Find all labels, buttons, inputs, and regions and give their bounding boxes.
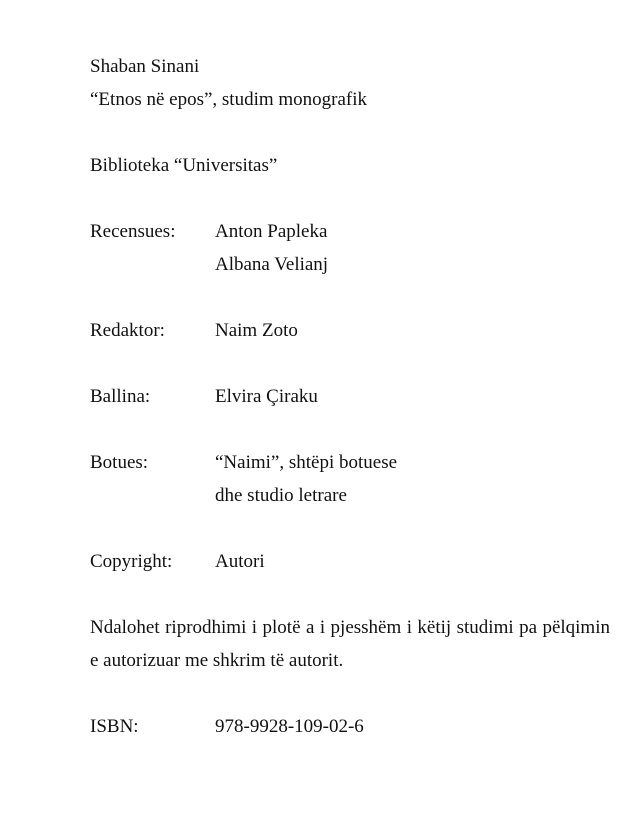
copyright-holder: Autori <box>215 551 265 572</box>
cover-designer-name: Elvira Çiraku <box>215 386 318 407</box>
editor-label: Redaktor: <box>90 320 165 341</box>
editor-name: Naim Zoto <box>215 320 298 341</box>
author-name: Shaban Sinani <box>90 56 200 77</box>
publisher-row <box>90 446 610 512</box>
cover-row <box>90 380 610 413</box>
reviewers-row <box>90 215 610 281</box>
colophon-page <box>90 50 610 743</box>
isbn-label: ISBN: <box>90 716 139 737</box>
isbn-row <box>90 710 610 743</box>
publisher-label: Botues: <box>90 452 149 473</box>
reproduction-notice: Ndalohet riprodhimi i plotë a i pjesshëm i këtij studimi pa pëlqimin e autorizuar me shkrim të autorit. <box>90 617 610 671</box>
editor-row <box>90 314 610 347</box>
reviewer-name: Albana Velianj <box>215 254 329 275</box>
reviewer-name: Anton Papleka <box>215 221 328 242</box>
series-name: Biblioteka “Universitas” <box>90 155 278 176</box>
reviewers-label: Recensues: <box>90 221 176 242</box>
copyright-row <box>90 545 610 578</box>
publisher-line: “Naimi”, shtëpi botuese <box>215 452 398 473</box>
copyright-label: Copyright: <box>90 551 173 572</box>
book-title: “Etnos në epos”, studim monografik <box>90 89 368 110</box>
publisher-line: dhe studio letrare <box>215 485 347 506</box>
isbn-value: 978-9928-109-02-6 <box>215 716 364 737</box>
cover-label: Ballina: <box>90 386 151 407</box>
